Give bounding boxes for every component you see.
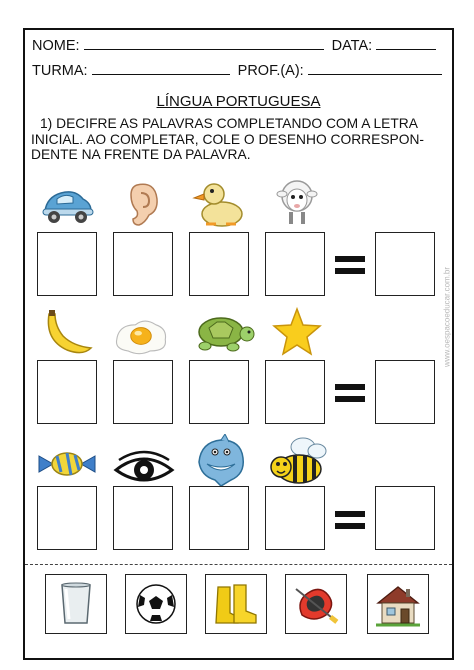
soccer-ball-icon — [132, 581, 180, 627]
equals-sign — [335, 382, 365, 404]
prof-blank[interactable] — [308, 62, 442, 75]
fried-egg-icon — [113, 310, 169, 362]
answer-box[interactable] — [37, 232, 97, 296]
paste-box[interactable] — [375, 486, 435, 550]
star-icon — [269, 306, 325, 358]
answer-box[interactable] — [37, 486, 97, 550]
answer-box[interactable] — [189, 232, 249, 296]
nome-label: NOME: — [32, 38, 80, 54]
page-title: LÍNGUA PORTUGUESA — [156, 93, 321, 110]
turtle-icon — [191, 306, 255, 358]
answer-box[interactable] — [189, 360, 249, 424]
answer-box[interactable] — [265, 360, 325, 424]
turma-blank[interactable] — [92, 62, 230, 75]
nome-blank[interactable] — [84, 37, 324, 50]
answer-box[interactable] — [113, 232, 173, 296]
answer-box[interactable] — [113, 360, 173, 424]
cutout-card[interactable] — [205, 574, 267, 634]
watermark-text: www.oespacoeducar.com.br — [442, 266, 452, 368]
duck-icon — [192, 176, 248, 228]
prof-label: PROF.(A): — [237, 63, 304, 79]
answer-box[interactable] — [265, 232, 325, 296]
watermark — [440, 252, 454, 382]
instruction-line-2: INICIAL. AO COMPLETAR, COLE O DESENHO CORRESPON- — [31, 131, 425, 147]
paste-box[interactable] — [375, 360, 435, 424]
bee-icon — [265, 435, 327, 491]
ear-icon — [115, 177, 171, 229]
cutout-card[interactable] — [45, 574, 107, 634]
answer-box[interactable] — [113, 486, 173, 550]
data-label: DATA: — [331, 38, 373, 54]
turma-label: TURMA: — [32, 63, 88, 79]
worksheet — [23, 28, 454, 660]
banana-icon — [39, 306, 95, 358]
paste-box[interactable] — [375, 232, 435, 296]
cutout-card[interactable] — [367, 574, 429, 634]
cutout-card[interactable] — [285, 574, 347, 634]
answer-box[interactable] — [189, 486, 249, 550]
instructions — [31, 116, 446, 163]
class-teacher-line — [32, 62, 442, 79]
instruction-line-1: 1) DECIFRE AS PALAVRAS COMPLETANDO COM A LETRA — [40, 116, 418, 131]
answer-box[interactable] — [37, 360, 97, 424]
house-icon — [374, 581, 422, 627]
equals-sign — [335, 254, 365, 276]
boots-icon — [212, 581, 260, 627]
cutout-card[interactable] — [125, 574, 187, 634]
data-blank[interactable] — [376, 37, 436, 50]
glass-icon — [52, 581, 100, 627]
equals-sign — [335, 509, 365, 531]
name-date-line — [32, 37, 436, 54]
car-icon — [39, 177, 95, 229]
shark-icon — [191, 434, 249, 490]
cut-line — [25, 564, 452, 565]
raft-icon — [292, 581, 340, 627]
answer-box[interactable] — [265, 486, 325, 550]
candy-icon — [37, 438, 97, 490]
sheep-icon — [269, 176, 325, 228]
instruction-line-3: DENTE NA FRENTE DA PALAVRA. — [31, 147, 251, 162]
